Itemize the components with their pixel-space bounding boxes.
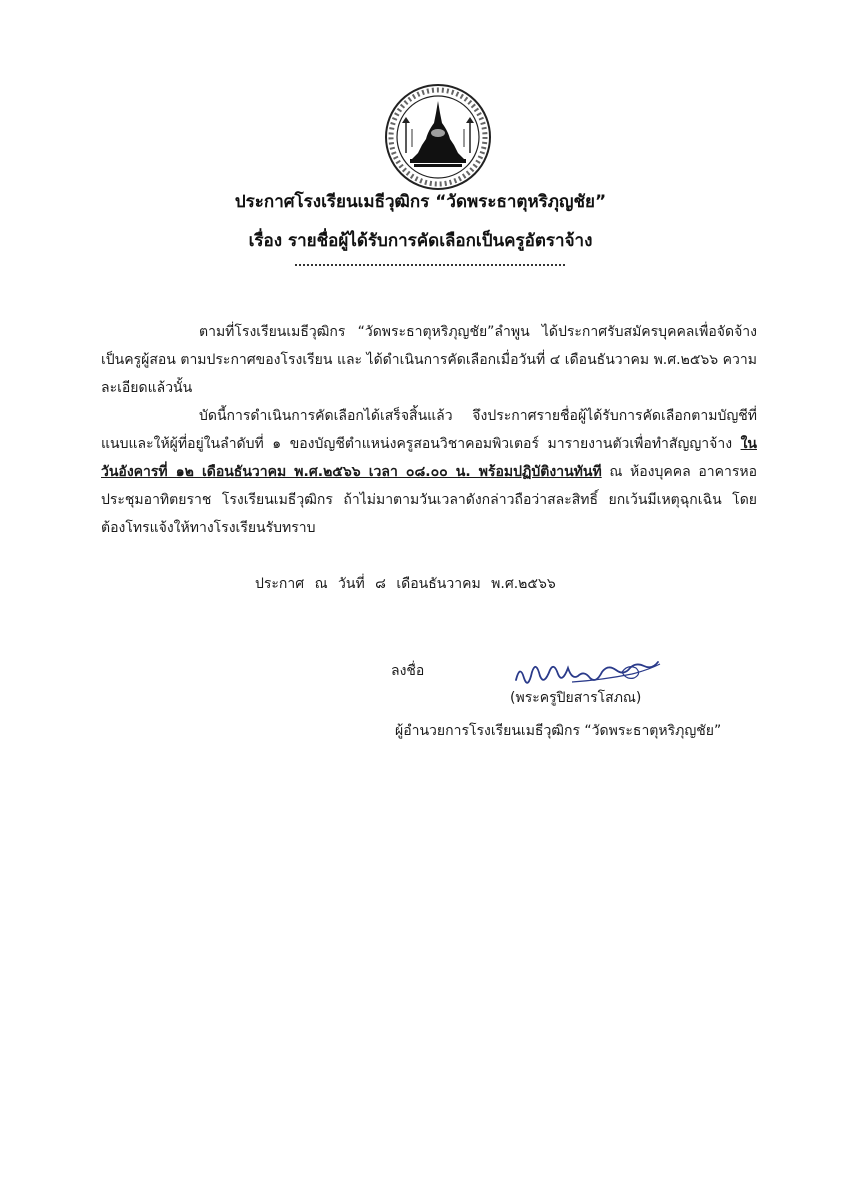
school-seal-icon <box>382 83 494 191</box>
signer-position: ผู้อำนวยการโรงเรียนเมธีวุฒิกร “วัดพระธาตุหริภุญชัย” <box>395 723 722 739</box>
body-paragraph-2-end: ณ ห้องบุคคล อาคารหอประชุมอาทิตยราช โรงเรียนเมธีวุฒิกร ถ้าไม่มาตามวันเวลาดังกล่าวถือว่าสละสิทธิ์ ยกเว้นมีเหตุฉุกเฉิน โดยต้องโทรแจ้งให้ทางโรงเรียนรับทราบ <box>101 464 757 536</box>
announcement-subject: เรื่อง รายชื่อผู้ได้รับการคัดเลือกเป็นครูอัตราจ้าง <box>248 231 593 251</box>
signer-name: (พระครูปิยสารโสภณ) <box>510 690 642 706</box>
report-date-emphasis: ในวันอังคารที่ ๑๒ เดือนธันวาคม พ.ศ.๒๕๖๖ เวลา ๐๘.๐๐ น. พร้อมปฏิบัติงานทันที <box>101 436 757 480</box>
body-paragraph-2-start: บัดนี้การดำเนินการคัดเลือกได้เสร็จสิ้นแล้ว จึงประกาศรายชื่อผู้ได้รับการคัดเลือกตามบัญชีที่แนบและให้ผู้ที่อยู่ในลำดับที่ ๑ ของบัญชีตำแหน่งครูสอนวิชาคอมพิวเตอร์ มารายงานตัวเพื่อทำสัญญาจ้าง <box>101 408 757 452</box>
body-paragraph-1: ตามที่โรงเรียนเมธีวุฒิกร “วัดพระธาตุหริภุญชัย”ลำพูน ได้ประกาศรับสมัครบุคคลเพื่อจัดจ้างเป็นครูผู้สอน ตามประกาศของโรงเรียน และ ได้ดำเนินการคัดเลือกเมื่อวันที่ ๔ เดือนธันวาคม พ.ศ.๒๕๖๖ ความละเอียดแล้วนั้น <box>101 324 757 396</box>
announcement-date: ประกาศ ณ วันที่ ๘ เดือนธันวาคม พ.ศ.๒๕๖๖ <box>255 576 556 592</box>
signature-label: ลงชื่อ <box>391 663 425 679</box>
body-paragraph-2 <box>101 402 757 542</box>
announcement-title: ประกาศโรงเรียนเมธีวุฒิกร “วัดพระธาตุหริภุญชัย” <box>234 192 607 212</box>
dotted-divider <box>295 264 565 266</box>
